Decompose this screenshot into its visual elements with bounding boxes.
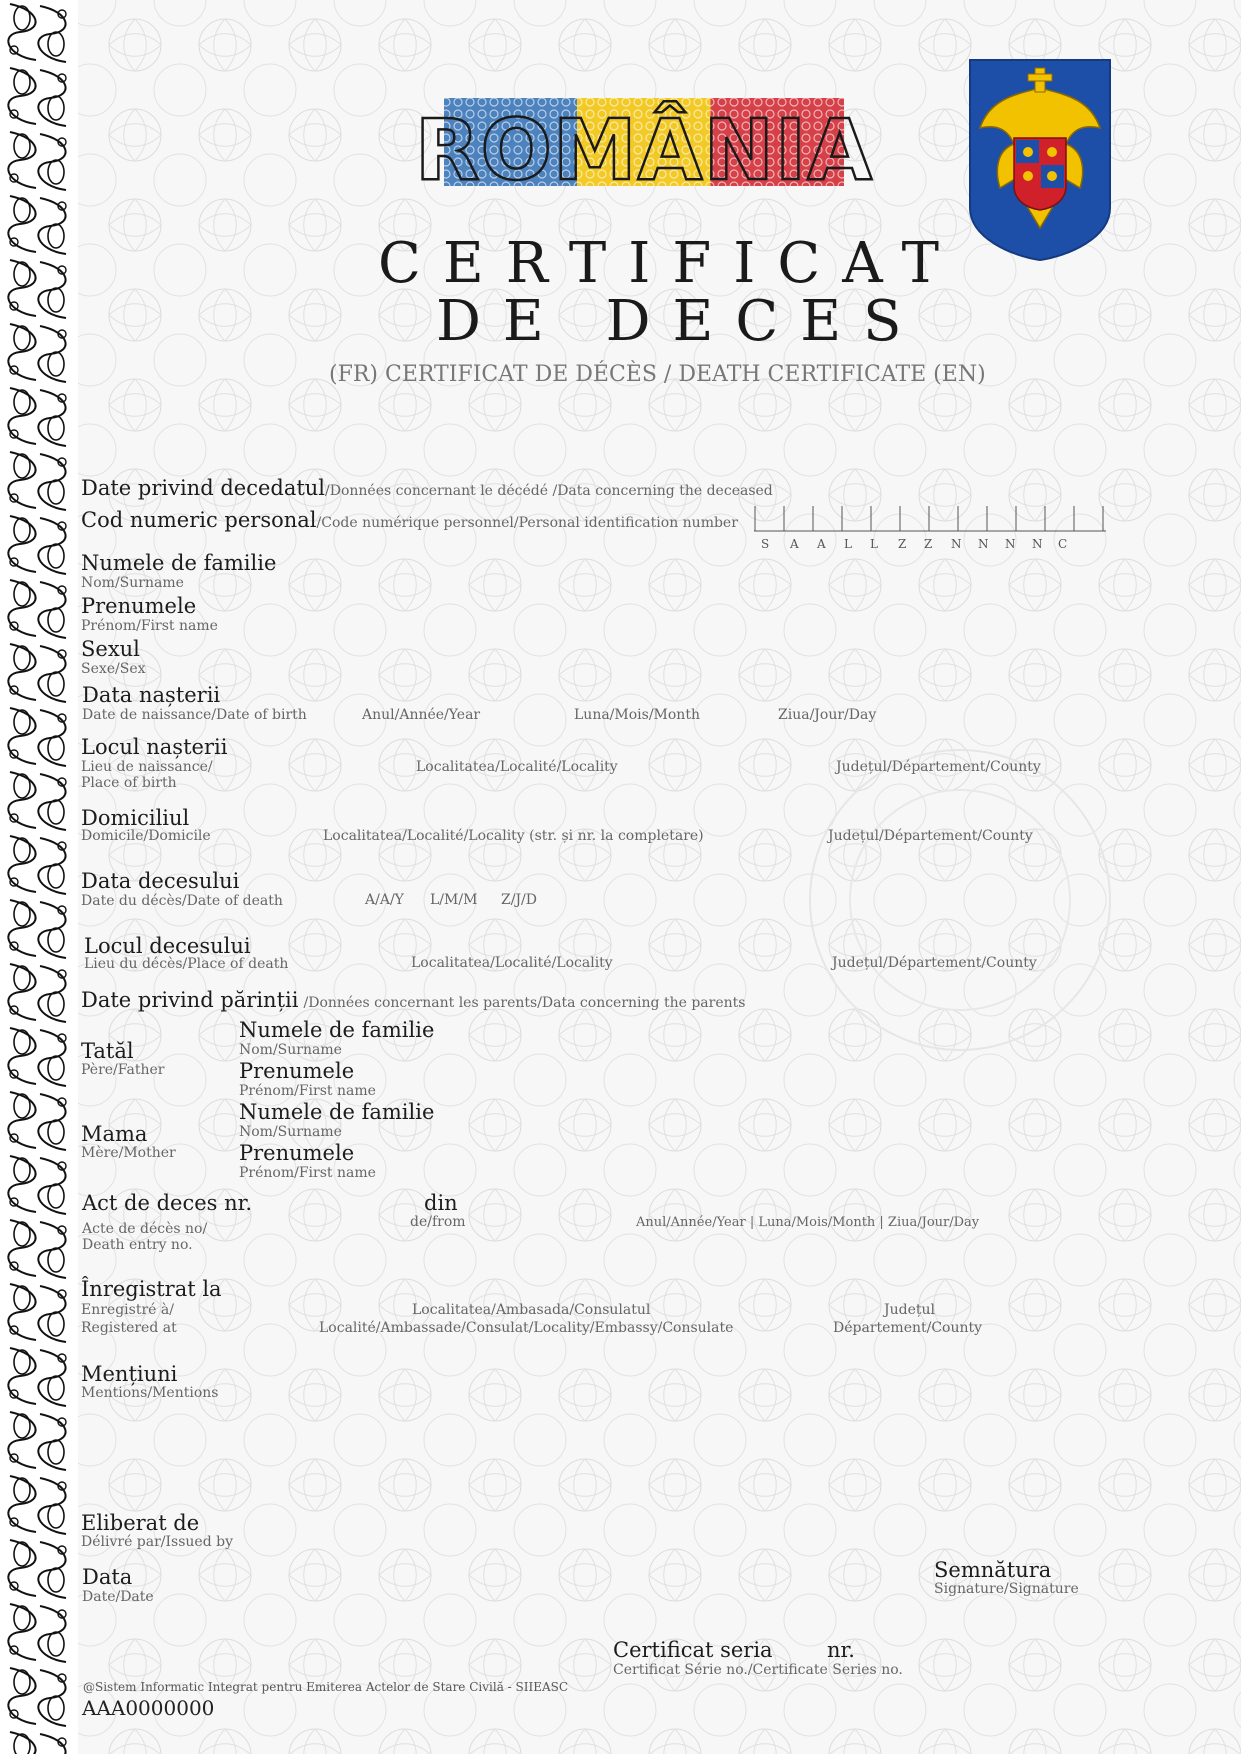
cnp-letter: N [1032, 537, 1043, 551]
parents-section-label: Date privind părinții [81, 988, 299, 1012]
cnp-letter: N [1005, 537, 1016, 551]
cnp-label: Cod numeric personal [81, 508, 317, 532]
death-locality-hint: Localitatea/Localité/Locality [411, 955, 613, 971]
mother-surname-label: Numele de familie [239, 1100, 435, 1124]
parents-section-heading [81, 990, 745, 1011]
death-place-sub: Lieu du décès/Place of death [84, 956, 289, 972]
registered-sub2: Registered at [81, 1320, 177, 1336]
system-footer: @Sistem Informatic Integrat pentru Emiterea Actelor de Stare Civilă - SIIEASC [83, 1680, 569, 1694]
death-act-from-sub: de/from [410, 1214, 466, 1230]
death-act-date-hint: Anul/Année/Year | Luna/Mois/Month | Ziua/Jour/Day [636, 1215, 980, 1230]
birth-date-label: Data nașterii [82, 683, 221, 707]
deceased-section-translation: /Données concernant le décédé /Data concerning the deceased [325, 483, 773, 499]
romania-wordmark [414, 84, 874, 199]
cnp-letter: L [870, 537, 878, 551]
certificate-title-line1: CERTIFICAT [378, 231, 961, 296]
domicile-county-hint: Județul/Département/County [828, 828, 1033, 844]
death-act-sub2: Death entry no. [82, 1237, 193, 1253]
series-sub: Certificat Série no./Certificate Series no. [613, 1662, 903, 1678]
ornamental-border-band [0, 0, 78, 1754]
mother-first-name-sub: Prénom/First name [239, 1165, 376, 1181]
registered-county-hint2: Département/County [833, 1320, 983, 1336]
mentions-sub: Mentions/Mentions [81, 1385, 219, 1401]
death-place-label: Locul decesului [84, 934, 251, 958]
cnp-translation: /Code numérique personnel/Personal identification number [316, 515, 738, 531]
mother-surname-sub: Nom/Surname [239, 1124, 342, 1140]
death-date-label: Data decesului [81, 869, 240, 893]
certificate-title-line2: DE DECES [436, 289, 924, 354]
issued-by-label: Eliberat de [81, 1511, 200, 1535]
birth-year-hint: Anul/Année/Year [362, 707, 481, 723]
serial-number: AAA0000000 [82, 1696, 215, 1720]
father-first-name-label: Prenumele [239, 1059, 355, 1083]
series-nr-label: nr. [827, 1638, 855, 1662]
father-first-name-sub: Prénom/First name [239, 1083, 376, 1099]
issue-date-label: Data [82, 1565, 133, 1589]
domicile-sub: Domicile/Domicile [81, 828, 211, 844]
deceased-section-label: Date privind decedatul [81, 476, 326, 500]
first-name-label: Prenumele [81, 594, 197, 618]
registered-county-hint1: Județul [884, 1302, 935, 1318]
death-month-hint: L/M/M [430, 892, 478, 908]
death-county-hint: Județul/Département/County [832, 955, 1037, 971]
first-name-sub: Prénom/First name [81, 618, 218, 634]
cnp-letter: L [844, 537, 852, 551]
issue-date-sub: Date/Date [82, 1589, 154, 1605]
birth-county-hint: Județul/Département/County [836, 759, 1041, 775]
death-act-sub1: Acte de décès no/ [82, 1221, 208, 1237]
mother-label: Mama [81, 1122, 148, 1146]
death-year-hint: A/A/Y [365, 892, 404, 908]
cnp-entry-boxes[interactable] [754, 506, 1106, 532]
deceased-section-heading [81, 478, 773, 499]
parents-section-translation: /Données concernant les parents/Data concerning the parents [303, 995, 746, 1011]
cnp-heading [81, 510, 738, 531]
signature-sub: Signature/Signature [934, 1581, 1079, 1597]
father-surname-label: Numele de familie [239, 1018, 435, 1042]
father-sub: Père/Father [81, 1062, 165, 1078]
birth-locality-hint: Localitatea/Localité/Locality [416, 759, 618, 775]
birth-place-sub2: Place of birth [81, 775, 177, 791]
certificate-subtitle: (FR) CERTIFICAT DE DÉCÈS / DEATH CERTIFICATE (EN) [329, 362, 986, 387]
registered-label: Înregistrat la [81, 1277, 222, 1301]
mother-first-name-label: Prenumele [239, 1141, 355, 1165]
domicile-label: Domiciliul [81, 806, 190, 830]
death-act-from-label: din [424, 1191, 458, 1215]
cnp-letter: S [761, 537, 770, 551]
death-act-label: Act de deces nr. [82, 1191, 253, 1215]
surname-sub: Nom/Surname [81, 575, 184, 591]
registered-place-hint2: Localité/Ambassade/Consulat/Locality/Embassy/Consulate [319, 1320, 734, 1336]
domicile-locality-hint: Localitatea/Localité/Locality (str. și nr. la completare) [323, 828, 704, 844]
surname-label: Numele de familie [81, 551, 277, 575]
birth-day-hint: Ziua/Jour/Day [778, 707, 877, 723]
signature-label: Semnătura [934, 1558, 1052, 1582]
registered-place-hint1: Localitatea/Ambasada/Consulatul [412, 1302, 651, 1318]
birth-date-sub: Date de naissance/Date of birth [82, 707, 307, 723]
father-surname-sub: Nom/Surname [239, 1042, 342, 1058]
issued-by-sub: Délivré par/Issued by [81, 1534, 234, 1550]
romania-wordmark-text: ROMÂNIA [414, 101, 874, 199]
cnp-letter: Z [898, 537, 907, 551]
cnp-letter: N [978, 537, 989, 551]
coat-of-arms-icon [968, 58, 1112, 262]
mentions-label: Mențiuni [81, 1362, 178, 1386]
cnp-letter: A [790, 537, 799, 551]
sex-label: Sexul [81, 637, 140, 661]
death-date-sub: Date du décès/Date of death [81, 893, 283, 909]
cnp-letter: C [1058, 537, 1068, 551]
birth-place-label: Locul nașterii [81, 735, 228, 759]
father-label: Tatăl [81, 1039, 134, 1063]
cnp-letter: N [951, 537, 962, 551]
cnp-letter: A [817, 537, 826, 551]
registered-sub1: Enregistré à/ [81, 1302, 174, 1318]
death-day-hint: Z/J/D [501, 892, 537, 908]
sex-sub: Sexe/Sex [81, 661, 146, 677]
birth-month-hint: Luna/Mois/Month [574, 707, 700, 723]
series-label: Certificat seria [613, 1638, 773, 1662]
birth-place-sub1: Lieu de naissance/ [81, 759, 213, 775]
cnp-letter: Z [924, 537, 933, 551]
mother-sub: Mère/Mother [81, 1145, 176, 1161]
